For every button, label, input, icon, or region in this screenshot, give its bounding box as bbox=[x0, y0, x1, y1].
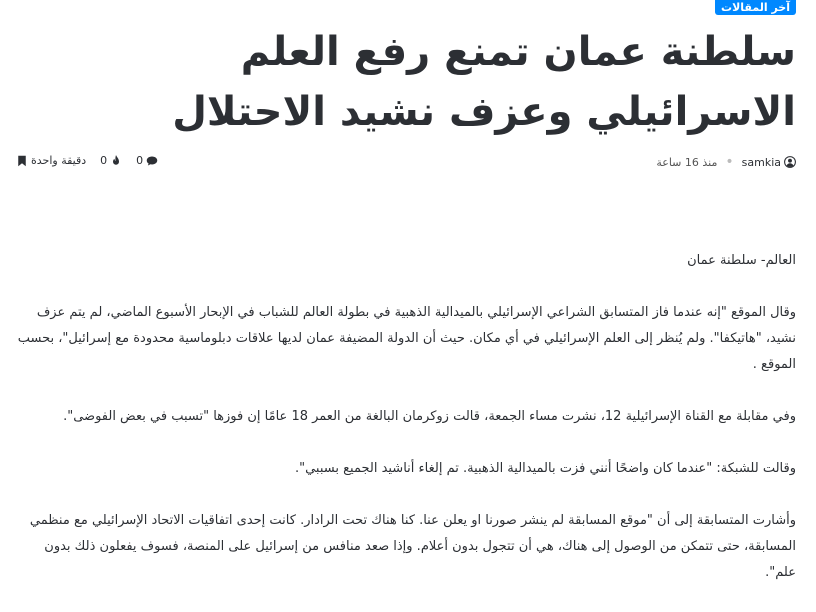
views-count bbox=[100, 154, 122, 167]
bookmark-icon bbox=[16, 155, 28, 167]
author-link[interactable] bbox=[742, 156, 796, 169]
article-body bbox=[16, 248, 796, 612]
comments-link[interactable] bbox=[136, 154, 158, 167]
article-title: سلطنة عمان تمنع رفع العلم الاسرائيلي وعزف نشيد الاحتلال bbox=[172, 29, 796, 135]
paragraph: العالم- سلطنة عمان bbox=[687, 253, 796, 268]
paragraph: وقال الموقع "إنه عندما فاز المتسابق الشراعي الإسرائيلي بالميدالية الذهبية في بطولة العالم للشباب في الإبحار الأسبوع الماضي، لم يتم عزف نشيد، "هاتيكفا". ولم يُنظر إلى العلم الإسرائيلي في أي مكان. حيث أن الدولة المضيفة عمان لديها علاقات دبلوماسية محدودة مع إسرائيل"، بحسب الموقع . bbox=[17, 305, 796, 372]
user-circle-icon bbox=[784, 156, 796, 168]
read-time bbox=[16, 154, 86, 167]
post-meta bbox=[656, 154, 796, 170]
author-name: samkia bbox=[741, 155, 781, 169]
paragraph: وفي مقابلة مع القناة الإسرائيلية 12، نشرت مساء الجمعة، قالت زوكرمان البالغة من العمر 18 عامًا إن فوزها "تسبب في بعض الفوضى". bbox=[63, 409, 796, 424]
views-value: 0 bbox=[100, 154, 108, 167]
paragraph: وأشارت المتسابقة إلى أن "موقع المسابقة لم ينشر صورنا او يعلن عنا. كنا هناك تحت الرادار. كانت إحدى اتفاقيات الاتحاد الإسرائيلي مع منظمي المسابقة، حتى تتمكن من الوصول إلى هناك، هي أن تتجول بدون أعلام. وإذا صعد منافس من إسرائيل على المنصة، فسوف يفعلون ذلك بدون علم". bbox=[29, 513, 796, 580]
post-stats bbox=[16, 154, 158, 167]
comments-value: 0 bbox=[136, 154, 144, 167]
post-date: منذ 16 ساعة bbox=[656, 155, 718, 169]
paragraph: وقالت للشبكة: "عندما كان واضحًا أنني فزت بالميدالية الذهبية. تم إلغاء أناشيد الجميع بسببي". bbox=[294, 461, 796, 476]
meta-separator: • bbox=[725, 154, 734, 170]
fire-icon bbox=[110, 155, 122, 167]
read-time-label: دقيقة واحدة bbox=[31, 154, 87, 167]
comment-icon bbox=[146, 155, 158, 167]
category-badge[interactable]: آخر المقالات bbox=[715, 0, 796, 15]
